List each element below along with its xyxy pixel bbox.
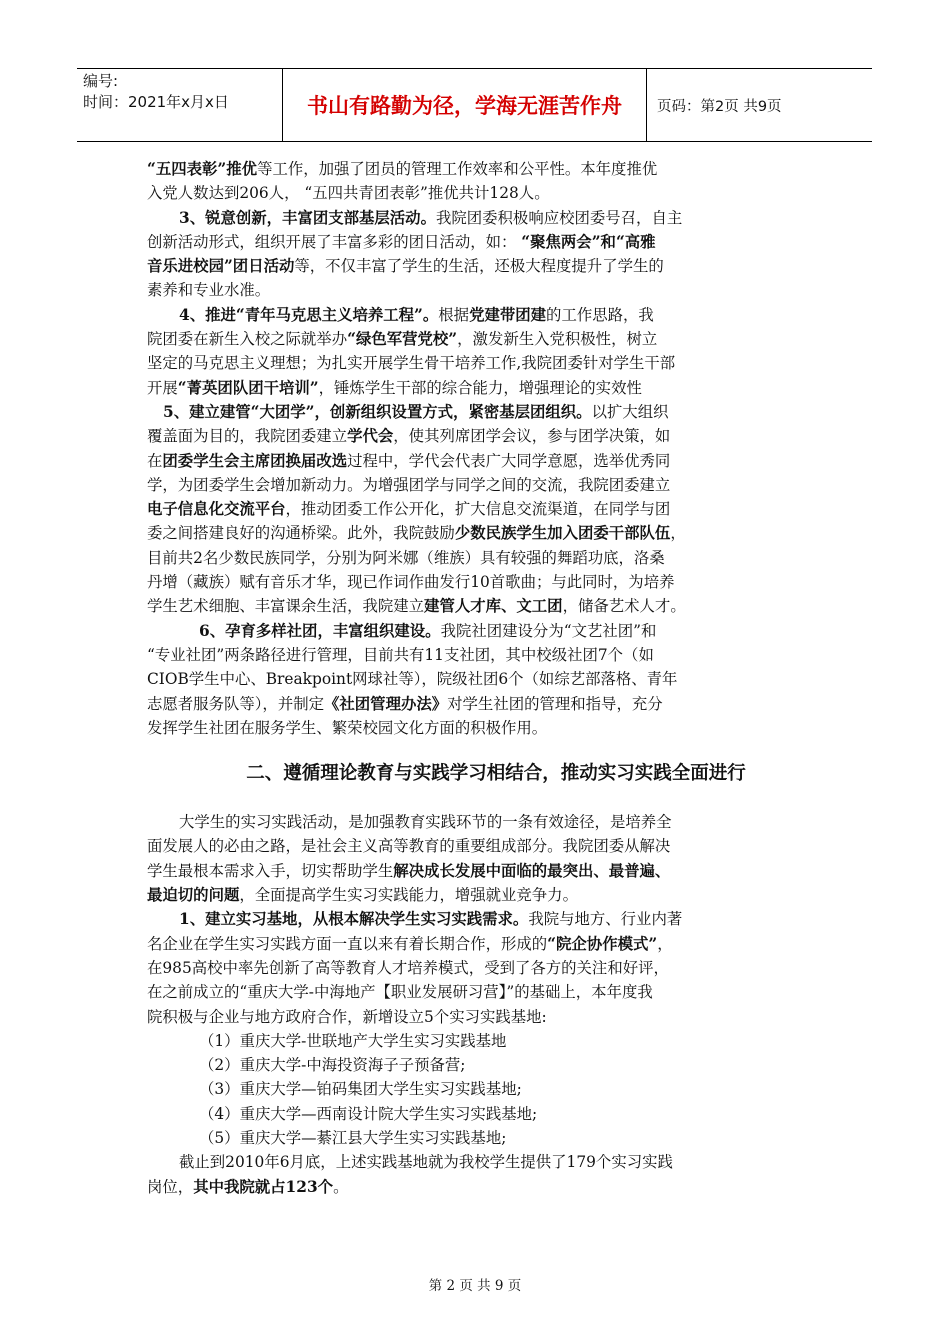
bold-run: 最迫切的问题 (147, 886, 240, 905)
header-page-number: 页码：第2页 共9页 (657, 98, 782, 115)
text-run: 名企业在学生实习实践方面一直以来有着长期合作，形成的 (147, 934, 548, 953)
bold-run: 少数民族学生加入团委干部队伍 (454, 524, 671, 543)
text-line (147, 643, 815, 667)
list-item (147, 1053, 815, 1077)
text-run: 丹增（藏族）赋有音乐才华，现已作词作曲发行10首歌曲；与此同时，为培养 (147, 573, 675, 592)
text-run: 岗位， (147, 1177, 194, 1196)
text-run: 我院社团建设分为“文艺社团”和 (440, 621, 657, 640)
bold-run: 党建带团建 (469, 305, 547, 324)
bold-run: 音乐进校园”团日活动 (147, 257, 295, 276)
text-run: ，储备艺术人才。 (562, 597, 686, 616)
bold-run: 《社团管理办法》 (324, 694, 448, 713)
text-line (147, 424, 815, 448)
text-line (147, 810, 815, 834)
text-run: 我院与地方、行业内著 (528, 910, 683, 929)
text-run: ，全面提高学生实习实践能力，增强就业竞争力。 (239, 886, 578, 905)
text-run: 以扩大组织 (591, 402, 669, 421)
text-run: 对学生社团的管理和指导，充分 (447, 694, 663, 713)
text-run: 入党人数达到206人， “五四共青团表彰”推优共计128人。 (147, 184, 550, 203)
text-line (147, 956, 815, 980)
text-line (147, 859, 815, 883)
text-line (147, 351, 815, 375)
text-line (147, 619, 815, 643)
document-date-label: 时间：2021年x月x日 (83, 93, 229, 111)
text-run: “专业社团”两条路径进行管理，目前共有11支社团，其中校级社团7个（如 (147, 645, 654, 664)
text-run: ，激发新生入党积极性，树立 (457, 330, 658, 349)
text-run: 坚定的马克思主义理想；为扎实开展学生骨干培养工作,我院团委针对学生干部 (147, 354, 676, 373)
document-number-label: 编号: (83, 72, 119, 90)
text-line (147, 1175, 815, 1199)
text-run: 志愿者服务队等），并制定 (147, 694, 324, 713)
text-run: 学生最根本需求入手，切实帮助学生 (147, 861, 394, 880)
text-run: （1）重庆大学-世联地产大学生实习实践基地 (199, 1031, 507, 1050)
text-line (147, 521, 815, 545)
text-run: 截止到2010年6月底，上述实践基地就为我校学生提供了179个实习实践 (179, 1153, 673, 1172)
page-header (77, 68, 872, 142)
section-heading (147, 750, 815, 810)
text-run: 等，不仅丰富了学生的生活，还极大程度提升了学生的 (294, 257, 664, 276)
list-item (147, 1102, 815, 1126)
text-line (147, 303, 815, 327)
bold-run: 团委学生会主席团换届改选 (162, 451, 348, 470)
text-line (147, 327, 815, 351)
text-line (147, 449, 815, 473)
text-line (147, 1150, 815, 1174)
text-run: 的工作思路，我 (546, 305, 654, 324)
text-line (147, 230, 815, 254)
bold-run: 二、遵循理论教育与实践学习相结合，推动实习实践全面进行 (246, 763, 746, 785)
text-line (147, 400, 815, 424)
text-line (147, 546, 815, 570)
text-run: 素养和专业水准。 (147, 281, 271, 300)
bold-run: “五四表彰”推优 (147, 160, 258, 178)
text-line (147, 278, 815, 302)
text-run: 学生艺术细胞、丰富课余生活，我院建立 (147, 597, 425, 616)
text-run: ，推动团委工作公开化，扩大信息交流渠道，在同学与团 (285, 500, 671, 519)
text-line (147, 932, 815, 956)
bold-run: “院企协作模式” (547, 934, 658, 953)
text-run: CIOB学生中心、Breakpoint网球社等），院级社团6个（如综艺部落格、青年 (147, 670, 678, 689)
text-run: ， (657, 934, 673, 953)
bold-run: “绿色军营党校” (347, 330, 458, 349)
text-run: 委之间搭建良好的沟通桥梁。此外，我院鼓励 (147, 524, 455, 543)
text-line (147, 883, 815, 907)
text-run: （4）重庆大学—西南设计院大学生实习实践基地; (199, 1104, 538, 1123)
text-line (147, 206, 815, 230)
text-line (147, 181, 815, 205)
text-run: 在985高校中率先创新了高等教育人才培养模式，受到了各方的关注和好评， (147, 958, 669, 977)
bold-run: 1、建立实习基地，从根本解决学生实习实践需求。 (179, 910, 529, 929)
text-line (147, 473, 815, 497)
text-run: 。 (333, 1177, 349, 1196)
text-run: 发挥学生社团在服务学生、繁荣校园文化方面的积极作用。 (147, 718, 548, 737)
text-run: 覆盖面为目的，我院团委建立 (147, 427, 348, 446)
list-item (147, 1029, 815, 1053)
text-run: ，锤炼学生干部的综合能力，增强理论的实效性 (318, 378, 642, 397)
bold-run: 电子信息化交流平台 (147, 500, 286, 519)
header-meta (83, 71, 283, 139)
bold-run: 4、推进“青年马克思主义培养工程”。 (179, 305, 439, 324)
bold-run: 6、孕育多样社团，丰富组织建设。 (199, 621, 441, 640)
bold-run: 建管人才库、文工团 (424, 597, 563, 616)
text-run: 等工作，加强了团员的管理工作效率和公平性。本年度推优 (257, 160, 658, 178)
header-motto: 书山有路勤为径，学海无涯苦作舟 (282, 69, 647, 141)
bold-run: 其中我院就占123个 (193, 1177, 334, 1196)
page-footer: 第 2 页 共 9 页 (428, 1278, 522, 1294)
text-run: 院积极与企业与地方政府合作，新增设立5个实习实践基地: (147, 1007, 547, 1026)
text-line (147, 157, 815, 181)
text-line (147, 254, 815, 278)
text-run: 创新活动形式，组织开展了丰富多彩的团日活动，如： (147, 232, 522, 251)
text-line (147, 834, 815, 858)
list-item (147, 1126, 815, 1150)
text-run: 大学生的实习实践活动，是加强教育实践环节的一条有效途径，是培养全 (179, 813, 672, 832)
text-run: 学，为团委学生会增加新动力。为增强团学与同学之间的交流，我院团委建立 (147, 475, 671, 494)
bold-run: 解决成长发展中面临的最突出、最普遍、 (393, 861, 671, 880)
text-line (147, 376, 815, 400)
text-run: 开展 (147, 378, 178, 397)
text-run: （3）重庆大学—铂码集团大学生实习实践基地; (199, 1080, 522, 1099)
text-run: （2）重庆大学-中海投资海子子预备营; (199, 1056, 466, 1075)
text-run: ，使其列席团学会议，参与团学决策，如 (393, 427, 671, 446)
text-run: 目前共2名少数民族同学，分别为阿米娜（维族）具有较强的舞蹈功底，洛桑 (147, 548, 665, 567)
text-line (147, 1005, 815, 1029)
text-run: 过程中，学代会代表广大同学意愿，选举优秀同 (347, 451, 671, 470)
text-run: 在 (147, 451, 163, 470)
bold-run: 学代会 (347, 427, 394, 446)
text-line (147, 497, 815, 521)
text-run: 院团委在新生入校之际就举办 (147, 330, 348, 349)
list-item (147, 1077, 815, 1101)
bold-run: 3、锐意创新，丰富团支部基层活动。 (179, 208, 436, 227)
text-run: 面发展人的必由之路，是社会主义高等教育的重要组成部分。我院团委从解决 (147, 837, 671, 856)
text-run: 我院团委积极响应校团委号召，自主 (435, 208, 683, 227)
text-run: 根据 (438, 305, 470, 324)
bold-run: 5、建立建管“大团学”，创新组织设置方式，紧密基层团组织。 (163, 402, 592, 421)
bold-run: “聚焦两会”和“高雅 (521, 232, 656, 251)
text-run: （5）重庆大学—綦江县大学生实习实践基地; (199, 1128, 507, 1147)
document-body (147, 157, 815, 1199)
text-line (147, 570, 815, 594)
text-line (147, 716, 815, 740)
text-run: ， (670, 524, 686, 543)
bold-run: “菁英团队团干培训” (177, 378, 319, 397)
text-run: 在之前成立的“重庆大学-中海地产【职业发展研习营】”的基础上，本年度我 (147, 983, 653, 1002)
text-line (147, 594, 815, 618)
text-line (147, 692, 815, 716)
text-line (147, 667, 815, 691)
text-line (147, 980, 815, 1004)
text-line (147, 907, 815, 931)
